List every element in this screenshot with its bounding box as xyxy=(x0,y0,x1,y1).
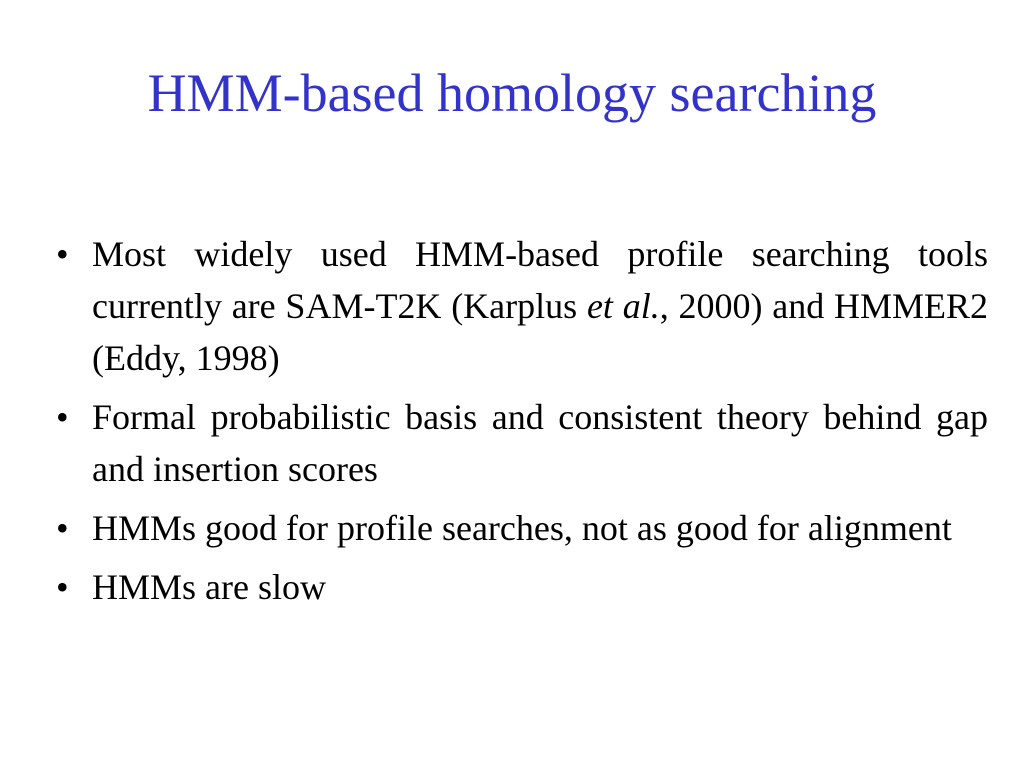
bullet-text: HMMs good for profile searches, not as good for alignment xyxy=(92,508,952,548)
bullet-marker: • xyxy=(56,234,69,274)
bullet-text-part: Most widely used HMM-based profile searching tools currently are SAM-T2K (Karplus xyxy=(92,234,988,326)
bullet-text-part: , 2000) and HMMER2 (Eddy, 1998) xyxy=(92,286,988,378)
bullet-text: Formal probabilistic basis and consistent theory behind gap and insertion scores xyxy=(92,397,988,489)
bullet-item xyxy=(56,228,988,384)
bullet-text xyxy=(92,234,988,378)
bullet-marker: • xyxy=(56,567,69,607)
slide-title: HMM-based homology searching xyxy=(147,63,877,123)
bullet-item xyxy=(56,391,988,495)
bullet-marker: • xyxy=(56,508,69,548)
bullet-marker: • xyxy=(56,397,69,437)
bullet-list xyxy=(56,228,988,620)
bullet-text: HMMs are slow xyxy=(92,567,326,607)
bullet-item xyxy=(56,502,988,554)
bullet-item xyxy=(56,561,988,613)
bullet-text-italic: et al. xyxy=(586,286,660,326)
